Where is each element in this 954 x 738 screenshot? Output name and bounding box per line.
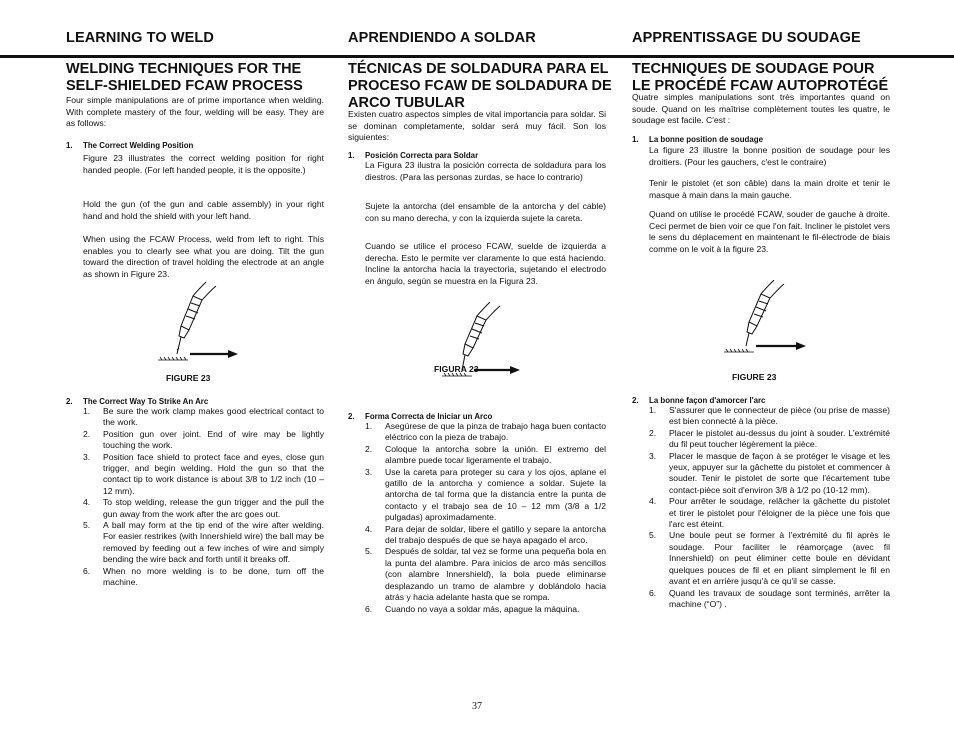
list-item-text: Placer le pistolet au-dessus du joint à souder. L'extrémité du fil peut toucher légèrement la pièce. xyxy=(669,427,890,450)
english-intro: Four simple manipulations are of prime importance when welding. With complete mastery of the four, welding will be easy. They are as follows: xyxy=(66,95,324,129)
french-s1-paragraph: La figure 23 illustre la bonne position de soudage pour les droitiers. (Pour les gauchers, c'est le contraire) xyxy=(649,145,890,167)
list-item: 2. Coloque la antorcha sobre la unión. El extremo del alambre puede tocar ligeramente el trabajo. xyxy=(365,443,606,466)
list-item: 2. Placer le pistolet au-dessus du joint à souder. L'extrémité du fil peut toucher légèrement la pièce. xyxy=(649,427,890,450)
list-item-text: Position face shield to protect face and eyes, close gun trigger, and begin welding. Hold the gun so that the contact tip to work distance is about 3/8 to 1/2 inch (10 – 12 mm). xyxy=(103,451,324,496)
list-item-text: Coloque la antorcha sobre la unión. El extremo del alambre puede tocar ligeramente el trabajo. xyxy=(385,443,606,466)
section-title: The Correct Welding Position xyxy=(83,141,194,150)
english-section-2-heading xyxy=(66,397,208,406)
list-item: 4. Para dejar de soldar, libere el gatillo y separe la antorcha del trabajo después de que se haya apagado el arco. xyxy=(365,523,606,546)
list-item: 1. Asegúrese de que la pinza de trabajo haga buen contacto eléctrico con la pieza de trabajo. xyxy=(365,421,606,443)
header-french: APPRENTISSAGE DU SOUDAGE xyxy=(632,30,861,46)
section-title: La bonne position de soudage xyxy=(649,135,763,144)
section-title: La bonne façon d'amorcer l'arc xyxy=(649,396,766,405)
section-number: 1. xyxy=(66,141,73,150)
list-item: 6. Cuando no vaya a soldar más, apague la máquina. xyxy=(365,603,580,614)
spanish-title-line: TÉCNICAS DE SOLDADURA PARA EL xyxy=(348,61,609,77)
figure-23-welding-gun-illustration xyxy=(150,282,245,370)
french-title xyxy=(632,61,902,95)
english-title-line: WELDING TECHNIQUES FOR THE xyxy=(66,61,302,77)
list-item-text: S'assurer que le connecteur de pièce (ou prise de masse) est bien connecté à la pièce. xyxy=(669,405,890,427)
french-arc-steps-list xyxy=(649,405,890,610)
page-number: 37 xyxy=(472,701,482,712)
list-item: 5. Une boule peut se former à l'extrémité du fil après le soudage. Pour faciliter le réamorçage (avec fil Innershield) on peut éliminer cette boule en dévidant quelques pouces de fil et en pliant simplement le fil en avant et en arrière jusqu'à ce qu'il se casse. xyxy=(649,530,890,587)
spanish-figure-caption: FIGURA 23 xyxy=(434,364,479,374)
spanish-section-1-heading xyxy=(348,151,478,160)
list-item-text: Para dejar de soldar, libere el gatillo y separe la antorcha del trabajo después de que se haya apagado el arco. xyxy=(385,523,606,546)
spanish-arc-steps-list xyxy=(365,421,606,615)
french-section-1-heading xyxy=(632,135,763,144)
english-figure-caption: FIGURE 23 xyxy=(166,373,211,383)
list-item-text: Position gun over joint. End of wire may be lightly touching the work. xyxy=(103,428,324,451)
list-item-text: When no more welding is to be done, turn off the machine. xyxy=(103,565,324,588)
header-rule xyxy=(0,55,954,58)
spanish-section-2-heading xyxy=(348,412,492,421)
list-item: 4. To stop welding, release the gun trigger and the pull the gun away from the work after the arc goes out. xyxy=(83,497,324,519)
section-number: 2. xyxy=(348,412,355,421)
list-item-text: Quand les travaux de soudage sont terminés, arrêter la machine (“O”) . xyxy=(669,587,890,609)
list-item-text: Cuando no vaya a soldar más, apague la máquina. xyxy=(385,603,580,614)
list-item: 1. Be sure the work clamp makes good electrical contact to the work. xyxy=(83,406,324,428)
french-title-line: LE PROCÉDÉ FCAW AUTOPROTÉGÉ xyxy=(632,78,889,94)
list-item-text: Placer le masque de façon à se protéger le visage et les yeux, appuyer sur la gâchette du pistolet et commencer à souder. Tenir le pistolet de sorte que l'écartement tube contact-pièce soit d'environ 3/8 à 1/2 po (10-12 mm). xyxy=(669,450,890,495)
list-item-text: Pour arrêter le soudage, relâcher la gâchette du pistolet et tirer le pistolet pour l'éloigner de la pièce une fois que l'arc est éteint. xyxy=(669,496,890,530)
list-item-text: Use la careta para proteger su cara y los ojos, aplane el gatillo de la antorcha y comience a soldar. Sujete la antorcha de tal forma que la distancia entre la punta de contacto y el trabajo sea de 10 – 12 mm (3/8 a 1/2 pulgadas) aproximadamente. xyxy=(385,466,606,523)
english-s1-paragraph: When using the FCAW Process, weld from left to right. This enables you to clearly see what you are doing. Tilt the gun toward the direction of travel holding the electrode at an angle as shown in Figure 23. xyxy=(83,234,324,279)
section-title: The Correct Way To Strike An Arc xyxy=(83,397,209,406)
list-item: 4. Pour arrêter le soudage, relâcher la gâchette du pistolet et tirer le pistolet pour l'éloigner de la pièce une fois que l'arc est éteint. xyxy=(649,496,890,530)
list-item-text: To stop welding, release the gun trigger and the pull the gun away from the work after the arc goes out. xyxy=(103,497,324,519)
section-number: 1. xyxy=(348,151,355,160)
list-item-text: Asegúrese de que la pinza de trabajo haga buen contacto eléctrico con la pieza de trabajo. xyxy=(385,421,606,443)
section-title: Forma Correcta de Iniciar un Arco xyxy=(365,412,493,421)
spanish-title-line: PROCESO FCAW DE SOLDADURA DE xyxy=(348,78,612,94)
list-item: 5. A ball may form at the tip end of the wire after welding. For easier restrikes (with Innershield wire) the ball may be removed by feeding out a few inches of wire and simply bending the wire back and forth until it breaks off. xyxy=(83,520,324,565)
list-item-text: Une boule peut se former à l'extrémité du fil après le soudage. Pour faciliter le réamorçage (avec fil Innershield) on peut éliminer cette boule en dévidant quelques pouces de fil et en pliant simplement le fil en avant et en arrière jusqu'à ce qu'il se casse. xyxy=(669,530,890,587)
section-title: Posición Correcta para Soldar xyxy=(365,151,479,160)
english-s1-paragraph: Hold the gun (of the gun and cable assembly) in your right hand and hold the shield with your left hand. xyxy=(83,199,324,221)
list-item: 1. S'assurer que le connecteur de pièce (ou prise de masse) est bien connecté à la pièce. xyxy=(649,405,890,427)
section-number: 2. xyxy=(632,396,639,405)
list-item: 3. Use la careta para proteger su cara y los ojos, aplane el gatillo de la antorcha y comience a soldar. Sujete la antorcha de tal forma que la distancia entre la punta de contacto y el trabajo sea de 10 – 12 mm (3/8 a 1/2 pulgadas) aproximadamente. xyxy=(365,466,606,523)
spanish-title-line: ARCO TUBULAR xyxy=(348,95,465,111)
list-item-text: Be sure the work clamp makes good electrical contact to the work. xyxy=(103,406,324,428)
header-spanish: APRENDIENDO A SOLDAR xyxy=(348,30,536,46)
list-item: 3. Placer le masque de façon à se protéger le visage et les yeux, appuyer sur la gâchette du pistolet et commencer à souder. Tenir le pistolet de sorte que l'écartement tube contact-pièce soit d'environ 3/8 à 1/2 po (10-12 mm). xyxy=(649,450,890,495)
spanish-s1-paragraph: Sujete la antorcha (del ensamble de la antorcha y del cable) con su mano derecha, y con la izquierda sujete la careta. xyxy=(365,201,606,223)
list-item-text: Después de soldar, tal vez se forme una pequeña bola en la punta del alambre. Para inicios de arco más sencillos (con alambre Innershield), la bola puede eliminarse desplazando un tramo de alambre y doblándolo hacia atrás y hacia adelante hasta que se rompa. xyxy=(385,546,606,603)
list-item-text: A ball may form at the tip end of the wire after welding. For easier restrikes (with Innershield wire) the ball may be removed by feeding out a few inches of wire and simply bending the wire back and forth until it breaks off. xyxy=(103,520,324,565)
spanish-s1-paragraph: La Figura 23 ilustra la posición correcta de soldadura para los diestros. (Para las personas zurdas, se hace lo contrario) xyxy=(365,160,606,182)
figure-23-welding-gun-illustration xyxy=(718,280,813,360)
french-title-line: TECHNIQUES DE SOUDAGE POUR xyxy=(632,61,875,77)
section-number: 1. xyxy=(632,135,639,144)
french-section-2-heading xyxy=(632,396,765,405)
english-arc-steps-list xyxy=(83,406,324,589)
spanish-intro: Existen cuatro aspectos simples de vital importancia para soldar. Si se dominan completamente, soldar será muy fácil. Son los siguientes: xyxy=(348,109,606,143)
english-s1-paragraph: Figure 23 illustrates the correct welding position for right handed people. (For left handed people, it is the opposite.) xyxy=(83,153,324,175)
section-number: 2. xyxy=(66,397,73,406)
list-item: 6. When no more welding is to be done, turn off the machine. xyxy=(83,565,324,588)
list-item: 3. Position face shield to protect face and eyes, close gun trigger, and begin welding. Hold the gun so that the contact tip to work distance is about 3/8 to 1/2 inch (10 – 12 mm). xyxy=(83,451,324,496)
french-s1-paragraph: Tenir le pistolet (et son câble) dans la main droite et tenir le masque à main dans la main gauche. xyxy=(649,178,890,200)
list-item: 5. Después de soldar, tal vez se forme una pequeña bola en la punta del alambre. Para inicios de arco más sencillos (con alambre Innershield), la bola puede eliminarse desplazando un tramo de alambre y doblándolo hacia atrás y hacia adelante hasta que se rompa. xyxy=(365,546,606,603)
english-title xyxy=(66,61,336,95)
french-intro: Quatre simples manipulations sont très importantes quand on soude. Quand on les maîtrise complètement toutes les quatre, le soudage est facile. C'est : xyxy=(632,92,890,126)
spanish-s1-paragraph: Cuando se utilice el proceso FCAW, suelde de izquierda a derecha. Esto le permite ver claramente lo que está haciendo. Incline la antorcha hacia la trayectoria, sujetando el electrodo en ángulo, según se muestra en la Figura 23. xyxy=(365,241,606,286)
header-english: LEARNING TO WELD xyxy=(66,30,214,46)
list-item: 6. Quand les travaux de soudage sont terminés, arrêter la machine (“O”) . xyxy=(649,587,890,609)
english-section-1-heading xyxy=(66,141,193,150)
spanish-title xyxy=(348,61,623,112)
english-title-line: SELF-SHIELDED FCAW PROCESS xyxy=(66,78,303,94)
french-s1-paragraph: Quand on utilise le procédé FCAW, souder de gauche à droite. Ceci permet de bien voir ce que l'on fait. Incliner le pistolet vers le sens du déplacement en maintenant le fil-électrode de biais comme on le voit à la figure 23. xyxy=(649,209,890,254)
list-item: 2. Position gun over joint. End of wire may be lightly touching the work. xyxy=(83,428,324,451)
french-figure-caption: FIGURE 23 xyxy=(732,372,777,382)
